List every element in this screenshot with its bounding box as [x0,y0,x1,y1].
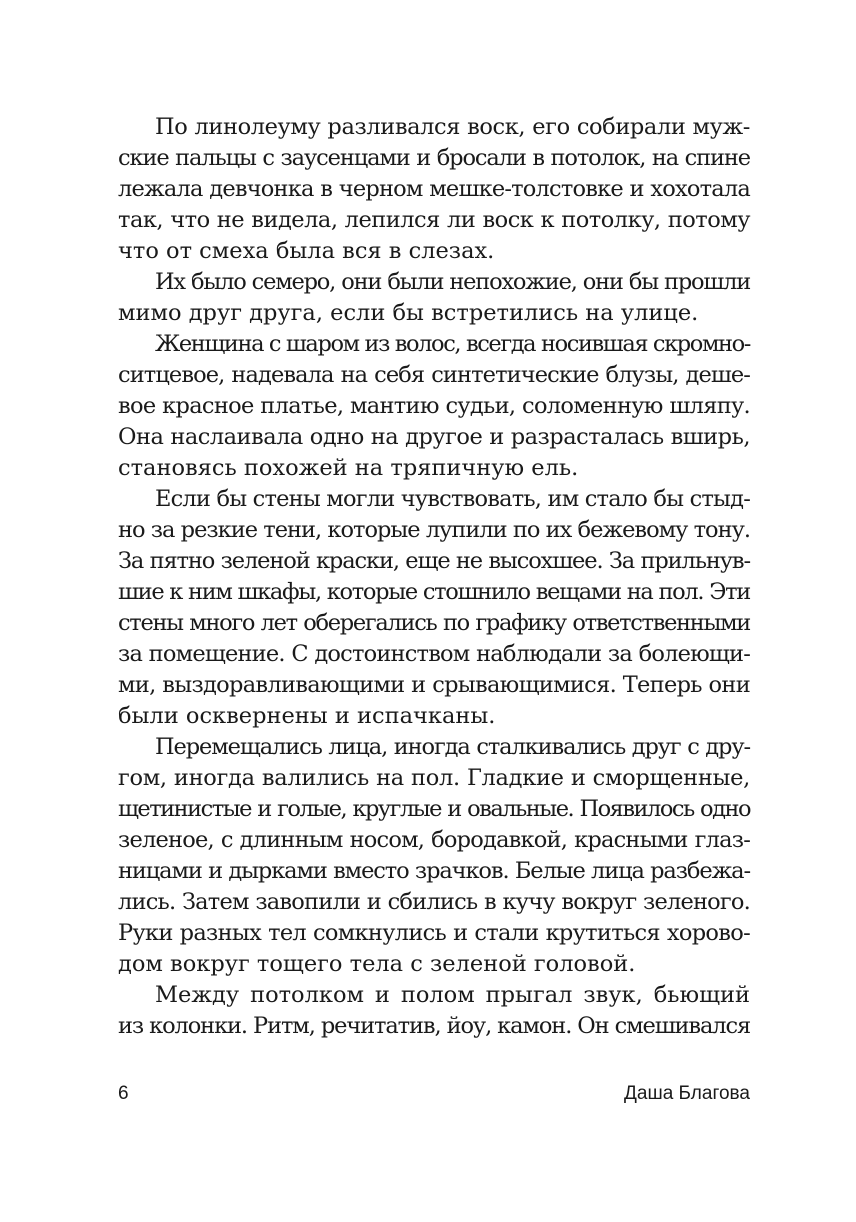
paragraph [118,112,750,267]
text-line: вое красное платье, мантию судьи, соломенную шляпу. [118,393,750,419]
text-line: Их было семеро, они были непохожие, они бы прошли [155,269,750,295]
text-line: Женщина с шаром из волос, всегда носившая скромно- [155,331,750,357]
text-line: ситцевое, надевала на себя синтетические блузы, деше- [118,362,750,388]
text-line: но за резкие тени, которые лупили по их бежевому тону. [118,517,750,543]
paragraph [118,484,750,732]
text-line: что от смеха была вся в слезах. [118,238,495,264]
text-line: ницами и дырками вместо зрачков. Белые лица разбежа- [118,858,750,884]
text-line: щетинистые и голые, круглые и овальные. Появилось одно [118,796,750,822]
text-line: За пятно зеленой краски, еще не высохшее. За прильнув- [118,548,750,574]
text-line: лись. Затем завопили и сбились в кучу вокруг зеленого. [118,889,750,915]
page-number: 6 [118,1083,129,1104]
paragraph [118,732,750,980]
paragraph [118,267,750,329]
text-line: ми, выздоравливающими и срывающимися. Теперь они [118,672,750,698]
author-name: Даша Благова [624,1083,750,1104]
paragraph [118,329,750,484]
text-line: Перемещались лица, иногда сталкивались друг с дру- [155,734,750,760]
text-line: за помещение. С достоинством наблюдали за болеющи- [118,641,750,667]
paragraph [118,980,750,1042]
text-line: гом, иногда валились на пол. Гладкие и сморщенные, [118,765,750,791]
text-line: были осквернены и испачканы. [118,703,496,729]
text-line: мимо друг друга, если бы встретились на улице. [118,300,699,326]
text-line: становясь похожей на тряпичную ель. [118,455,579,481]
text-line: Между потолком и полом прыгал звук, бьющий [155,982,750,1008]
text-line: лежала девчонка в черном мешке-толстовке и хохотала [118,176,750,202]
text-line: По линолеуму разливался воск, его собирали муж- [155,114,750,140]
text-line: из колонки. Ритм, речитатив, йоу, камон. Он смешивался [118,1013,751,1039]
text-line: стены много лет оберегались по графику ответственными [118,610,750,636]
text-line: дом вокруг тощего тела с зеленой головой. [118,951,636,977]
text-line: ские пальцы с заусенцами и бросали в потолок, на спине [118,145,750,171]
text-line: так, что не видела, лепился ли воск к потолку, потому [118,207,750,233]
text-line: Она наслаивала одно на другое и разрасталась вширь, [118,424,750,450]
text-line: зеленое, с длинным носом, бородавкой, красными глаз- [118,827,750,853]
text-line: Если бы стены могли чувствовать, им стало бы стыд- [155,486,751,512]
text-line: шие к ним шкафы, которые стошнило вещами на пол. Эти [118,579,750,605]
body-text [118,112,750,1042]
text-line: Руки разных тел сомкнулись и стали крутиться хорово- [118,920,750,946]
